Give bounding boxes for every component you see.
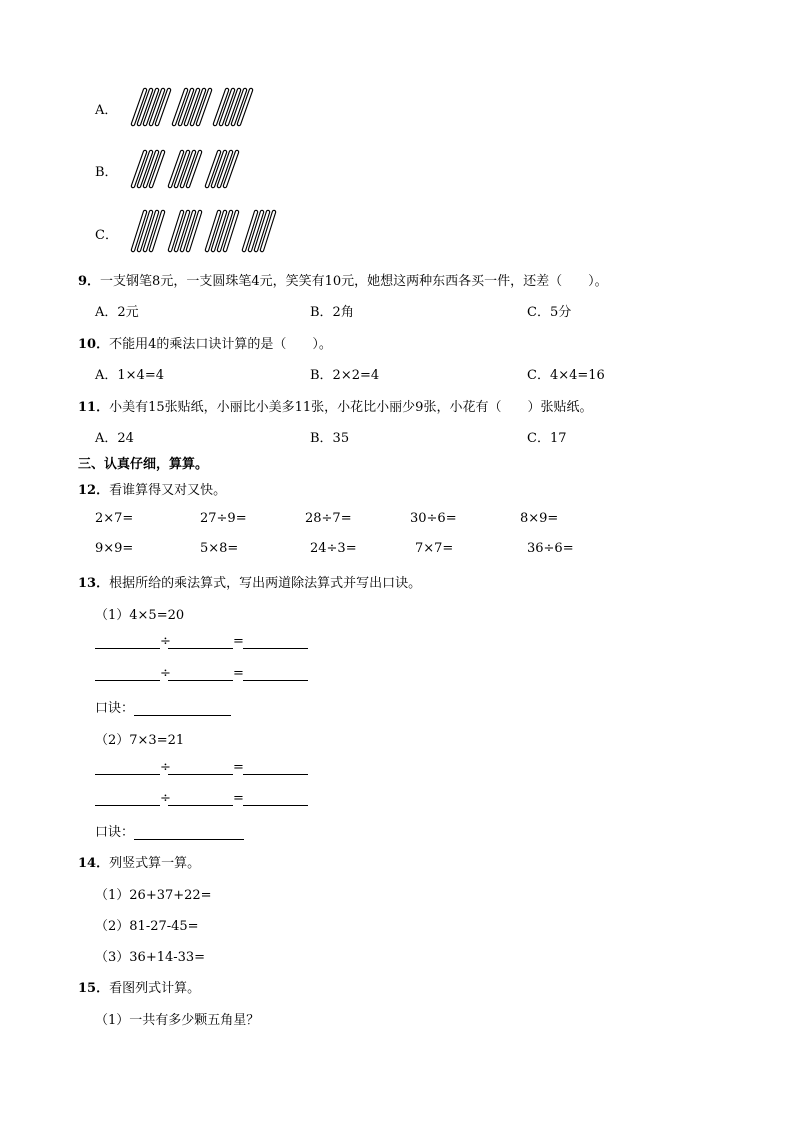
section-3-title: 三、认真仔细，算算。: [78, 457, 209, 472]
q10-option-a[interactable]: A．1×4=4: [95, 368, 164, 383]
equals-sign: =: [233, 791, 244, 806]
q14-text: 列竖式算一算。: [109, 856, 201, 871]
q14-item: （2）81-27-45=: [95, 919, 199, 934]
q9-option-b[interactable]: B．2角: [310, 305, 354, 320]
equals-sign: =: [233, 666, 244, 681]
q12-item: 5×8=: [200, 541, 239, 556]
koujue-label: 口诀：: [95, 701, 135, 716]
q9-option-c[interactable]: C．5分: [527, 305, 572, 320]
q9-text: 一支钢笔8元，一支圆珠笔4元，笑笑有10元，她想这两种东西各买一件，还差（ ）。: [100, 274, 608, 289]
q11-option-a[interactable]: A．24: [95, 431, 134, 446]
answer-blank[interactable]: [243, 666, 308, 681]
answer-blank[interactable]: [134, 825, 244, 840]
q12-item: 36÷6=: [527, 541, 574, 556]
q11-number: 11．: [78, 400, 110, 415]
answer-blank[interactable]: [243, 791, 308, 806]
option-a-sticks: [125, 88, 285, 128]
q13-koujue-line: [95, 821, 244, 840]
q11-text: 小美有15张贴纸，小丽比小美多11张，小花比小丽少9张，小花有（ ）张贴纸。: [109, 400, 593, 415]
q9-option-a[interactable]: A．2元: [95, 305, 139, 320]
q12-item: 8×9=: [520, 511, 559, 526]
q14-item: （3）36+14-33=: [95, 950, 206, 965]
q10-question: [78, 333, 332, 352]
q13-number: 13．: [78, 576, 110, 591]
q11-question: [78, 396, 592, 415]
q12-item: 2×7=: [95, 511, 134, 526]
q11-option-b[interactable]: B．35: [310, 431, 350, 446]
q13-question: [78, 572, 421, 591]
q9-number: 9．: [78, 274, 101, 289]
q13-division-line: [95, 666, 308, 681]
answer-blank[interactable]: [168, 634, 233, 649]
q12-number: 12．: [78, 483, 110, 498]
option-b-sticks: [125, 150, 255, 190]
option-a-label[interactable]: A．: [95, 103, 118, 118]
q10-option-b[interactable]: B．2×2=4: [310, 368, 380, 383]
answer-blank[interactable]: [134, 701, 231, 716]
q12-item: 7×7=: [415, 541, 454, 556]
option-b-label[interactable]: B．: [95, 165, 118, 180]
q15-question: [78, 977, 200, 996]
divide-sign: ÷: [160, 634, 171, 649]
q14-number: 14．: [78, 856, 110, 871]
q13-koujue-line: [95, 697, 231, 716]
q12-item: 30÷6=: [410, 511, 457, 526]
q15-text: 看图列式计算。: [109, 981, 201, 996]
q15-number: 15．: [78, 981, 110, 996]
q13-division-line: [95, 791, 308, 806]
divide-sign: ÷: [160, 791, 171, 806]
answer-blank[interactable]: [95, 666, 160, 681]
equals-sign: =: [233, 760, 244, 775]
q12-item: 28÷7=: [305, 511, 352, 526]
answer-blank[interactable]: [243, 634, 308, 649]
q10-text: 不能用4的乘法口诀计算的是（ ）。: [109, 337, 332, 352]
koujue-label: 口诀：: [95, 825, 135, 840]
q14-question: [78, 852, 200, 871]
q13-part2: （2）7×3=21: [95, 733, 185, 748]
q12-text: 看谁算得又对又快。: [109, 483, 227, 498]
q13-division-line: [95, 634, 308, 649]
equals-sign: =: [233, 634, 244, 649]
q12-item: 24÷3=: [310, 541, 357, 556]
answer-blank[interactable]: [243, 760, 308, 775]
divide-sign: ÷: [160, 760, 171, 775]
q12-question: [78, 479, 226, 498]
option-c-label[interactable]: C．: [95, 228, 118, 243]
q12-item: 9×9=: [95, 541, 134, 556]
q13-division-line: [95, 760, 308, 775]
q14-item: （1）26+37+22=: [95, 888, 212, 903]
q12-item: 27÷9=: [200, 511, 247, 526]
answer-blank[interactable]: [168, 791, 233, 806]
q11-option-c[interactable]: C．17: [527, 431, 567, 446]
q13-part1: （1）4×5=20: [95, 608, 185, 623]
q10-number: 10．: [78, 337, 110, 352]
option-c-sticks: [125, 210, 305, 255]
q9-question: [78, 270, 608, 289]
q15-sub1: （1）一共有多少颗五角星？: [95, 1013, 260, 1028]
q13-text: 根据所给的乘法算式，写出两道除法算式并写出口诀。: [109, 576, 422, 591]
answer-blank[interactable]: [95, 760, 160, 775]
q10-option-c[interactable]: C．4×4=16: [527, 368, 605, 383]
answer-blank[interactable]: [95, 791, 160, 806]
answer-blank[interactable]: [168, 666, 233, 681]
answer-blank[interactable]: [95, 634, 160, 649]
answer-blank[interactable]: [168, 760, 233, 775]
divide-sign: ÷: [160, 666, 171, 681]
